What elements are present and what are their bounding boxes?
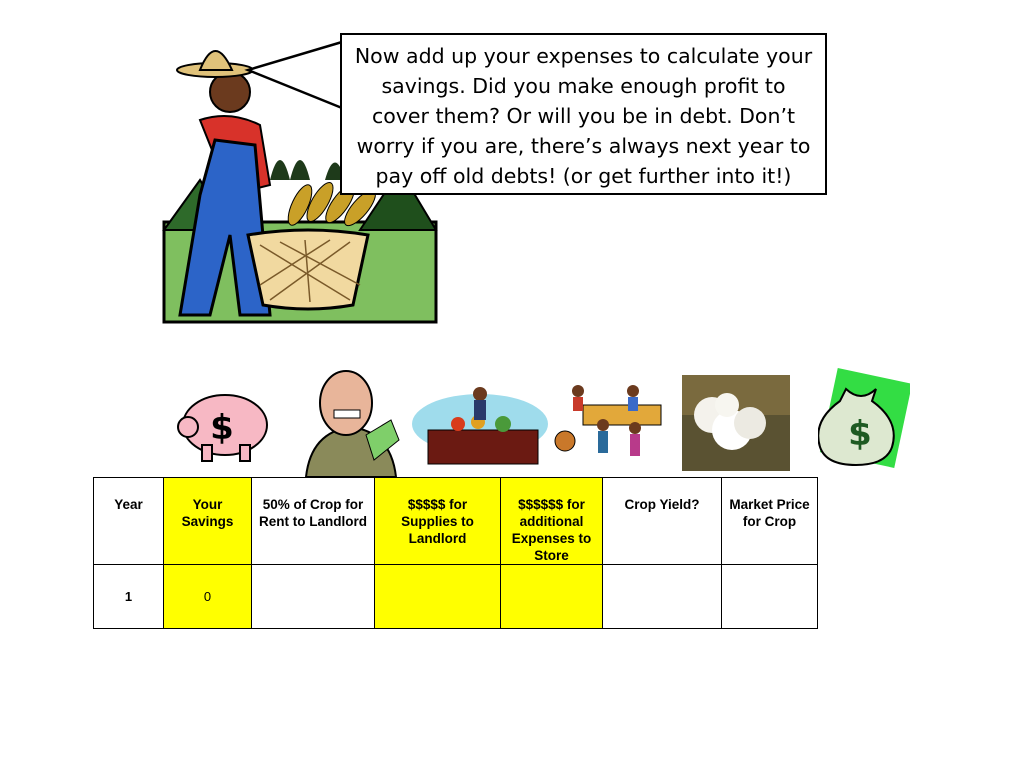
speech-bubble-text: Now add up your expenses to calculate your savings. Did you make enough profit to cover them? Or will you be in debt. Don’t worry if you are, there’s always next year to pay off old debts! (or get further into it!) — [354, 44, 813, 188]
header-expenses-to-store: $$$$$$ for additional Expenses to Store — [501, 478, 603, 565]
cell-market-price[interactable] — [722, 565, 818, 629]
speech-bubble — [340, 33, 827, 195]
table-header-row — [94, 478, 818, 565]
cotton-photo — [682, 375, 790, 471]
header-rent-to-landlord: 50% of Crop for Rent to Landlord — [252, 478, 375, 565]
supply-store-icon — [408, 382, 548, 472]
svg-text:$: $ — [210, 408, 234, 448]
market-icon — [553, 383, 665, 478]
cell-rent-to-landlord[interactable] — [252, 565, 375, 629]
landlord-icon — [296, 365, 402, 477]
header-year: Year — [94, 478, 164, 565]
cell-year: 1 — [94, 565, 164, 629]
expenses-table — [93, 477, 818, 629]
piggy-bank-icon — [170, 383, 275, 465]
svg-text:$: $ — [848, 414, 872, 454]
cell-your-savings[interactable]: 0 — [164, 565, 252, 629]
cell-crop-yield[interactable] — [603, 565, 722, 629]
cell-supplies-to-landlord[interactable] — [375, 565, 501, 629]
header-your-savings: Your Savings — [164, 478, 252, 565]
speech-bubble-tail — [240, 40, 350, 110]
header-supplies-to-landlord: $$$$$ for Supplies to Landlord — [375, 478, 501, 565]
money-bag-icon — [818, 367, 910, 471]
table-row — [94, 565, 818, 629]
cell-expenses-to-store[interactable] — [501, 565, 603, 629]
header-market-price: Market Price for Crop — [722, 478, 818, 565]
header-crop-yield: Crop Yield? — [603, 478, 722, 565]
